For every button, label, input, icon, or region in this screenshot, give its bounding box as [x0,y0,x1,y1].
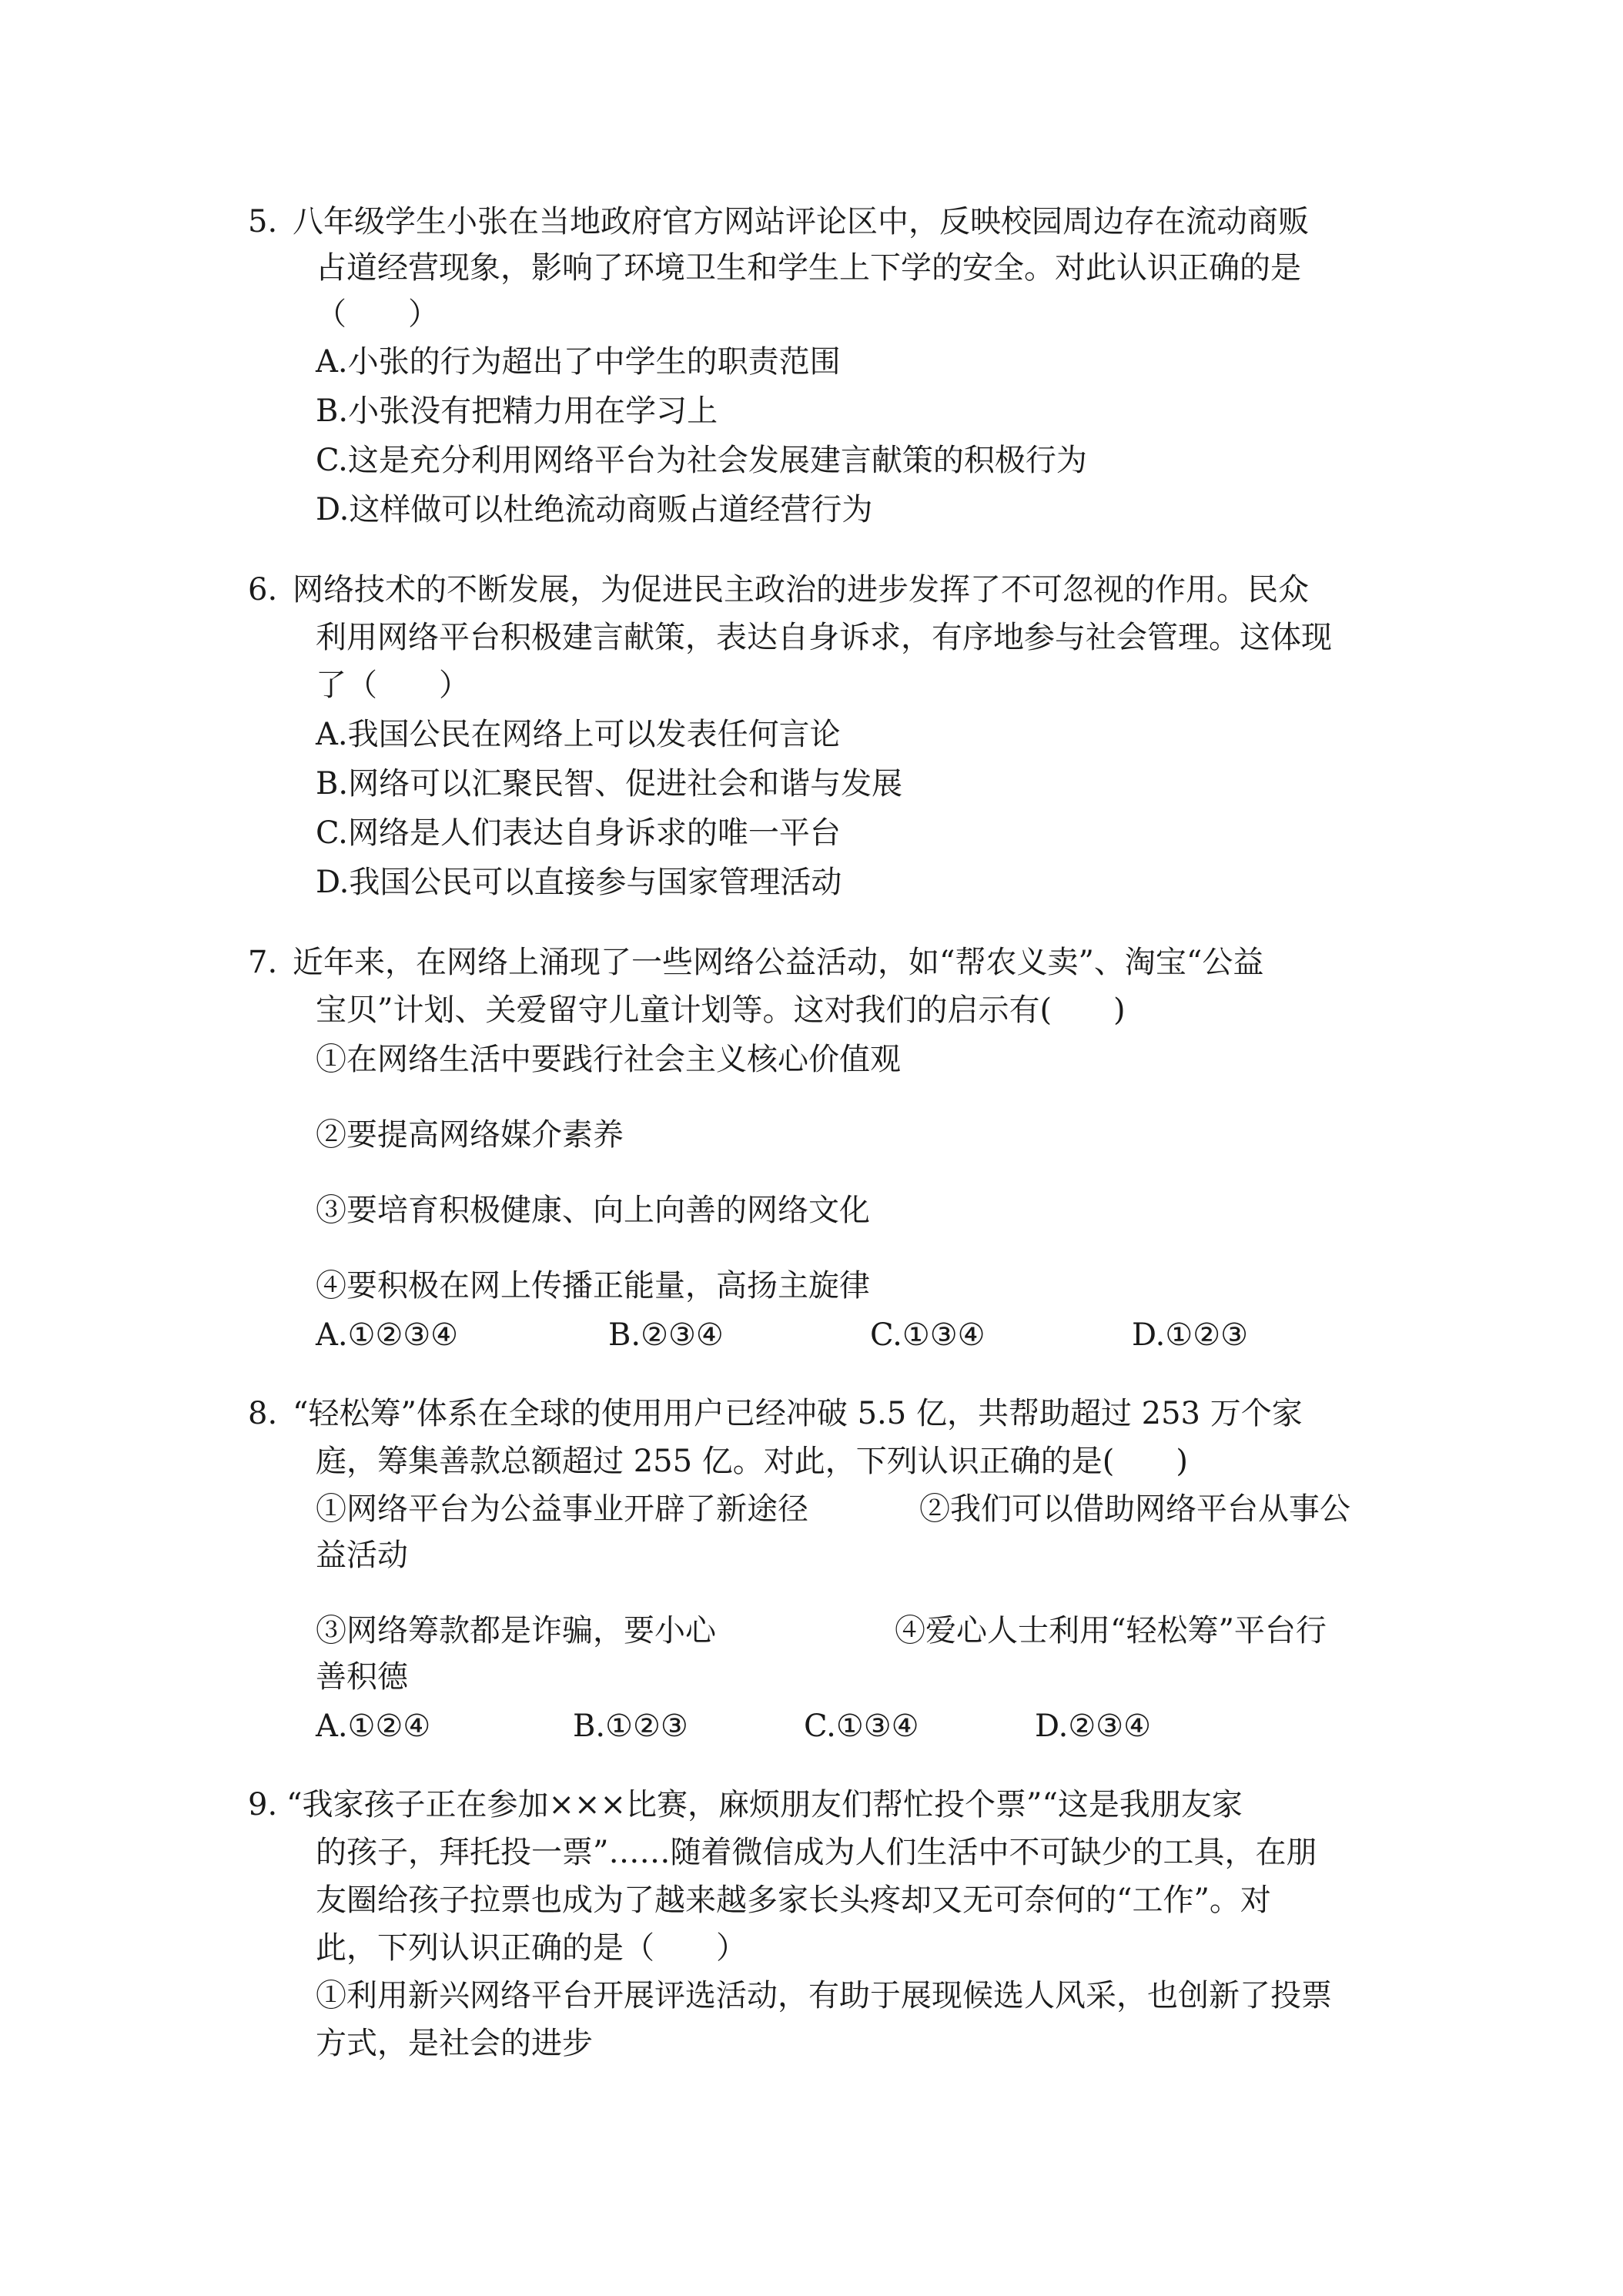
statement-item: ②我们可以借助网络平台从事公 [919,1491,1350,1527]
question-number: 5. [248,204,278,239]
statement-item: ②要提高网络媒介素养 [316,1117,624,1153]
question-number: 9. [248,1787,278,1822]
option-b: B.小张没有把精力用在学习上 [316,393,718,429]
option-d: D.这样做可以杜绝流动商贩占道经营行为 [316,492,873,527]
question-stem-line: “轻松筹”体系在全球的使用用户已经冲破 5.5 亿，共帮助超过 253 万个家 [293,1396,1303,1431]
statement-item: ③网络筹款都是诈骗，要小心 [316,1613,716,1648]
option-b: B.网络可以汇聚民智、促进社会和谐与发展 [316,766,903,802]
question-stem-line: 近年来，在网络上涌现了一些网络公益活动，如“帮农义卖”、淘宝“公益 [293,945,1264,980]
choice-a: A.①②④ [316,1709,431,1744]
question-stem-line: 八年级学生小张在当地政府官方网站评论区中，反映校园周边存在流动商贩 [293,204,1309,239]
statement-item-continuation: 善积德 [316,1659,408,1695]
choice-c: C.①③④ [870,1317,986,1353]
option-c: C.网络是人们表达自身诉求的唯一平台 [316,815,841,851]
question-stem-line: 的孩子，拜托投一票”……随着微信成为人们生活中不可缺少的工具，在朋 [316,1835,1317,1870]
statement-item: ①利用新兴网络平台开展评选活动，有助于展现候选人风采，也创新了投票 [316,1978,1332,2013]
question-number: 7. [248,945,278,980]
question-stem-line: 网络技术的不断发展，为促进民主政治的进步发挥了不可忽视的作用。民众 [293,572,1309,607]
statement-item-continuation: 方式，是社会的进步 [316,2026,593,2061]
choice-c: C.①③④ [804,1709,919,1744]
statement-item: ①网络平台为公益事业开辟了新途径 [316,1491,808,1527]
question-number: 6. [248,572,278,607]
question-stem-line: 此，下列认识正确的是（ ） [316,1930,747,1966]
option-c: C.这是充分利用网络平台为社会发展建言献策的积极行为 [316,443,1087,478]
option-a: A.我国公民在网络上可以发表任何言论 [316,717,841,752]
statement-item: ④爱心人士利用“轻松筹”平台行 [895,1613,1327,1648]
question-stem-line: 利用网络平台积极建言献策，表达自身诉求，有序地参与社会管理。这体现 [316,620,1332,655]
question-stem-line: 友圈给孩子拉票也成为了越来越多家长头疼却又无可奈何的“工作”。对 [316,1883,1271,1918]
option-a: A.小张的行为超出了中学生的职责范围 [316,344,841,380]
option-d: D.我国公民可以直接参与国家管理活动 [316,865,842,900]
question-stem-line: “我家孩子正在参加×××比赛，麻烦朋友们帮忙投个票”“这是我朋友家 [286,1787,1243,1822]
question-stem-line: 占道经营现象，影响了环境卫生和学生上下学的安全。对此认识正确的是 [316,250,1301,286]
choice-b: B.②③④ [608,1317,724,1353]
statement-item: ③要培育积极健康、向上向善的网络文化 [316,1193,870,1228]
choice-a: A.①②③④ [316,1317,459,1353]
question-number: 8. [248,1396,278,1431]
question-stem-line: 宝贝”计划、关爱留守儿童计划等。这对我们的启示有( ) [316,992,1126,1028]
choice-d: D.①②③ [1132,1317,1248,1353]
question-stem-line: （ ） [316,296,439,332]
question-stem-line: 了（ ） [316,668,470,703]
question-stem-line: 庭，筹集善款总额超过 255 亿。对此，下列认识正确的是( ) [316,1444,1188,1479]
statement-item: ①在网络生活中要践行社会主义核心价值观 [316,1042,901,1077]
statement-item: ④要积极在网上传播正能量，高扬主旋律 [316,1268,870,1304]
statement-item-continuation: 益活动 [316,1538,408,1573]
choice-d: D.②③④ [1035,1709,1151,1744]
choice-b: B.①②③ [573,1709,688,1744]
